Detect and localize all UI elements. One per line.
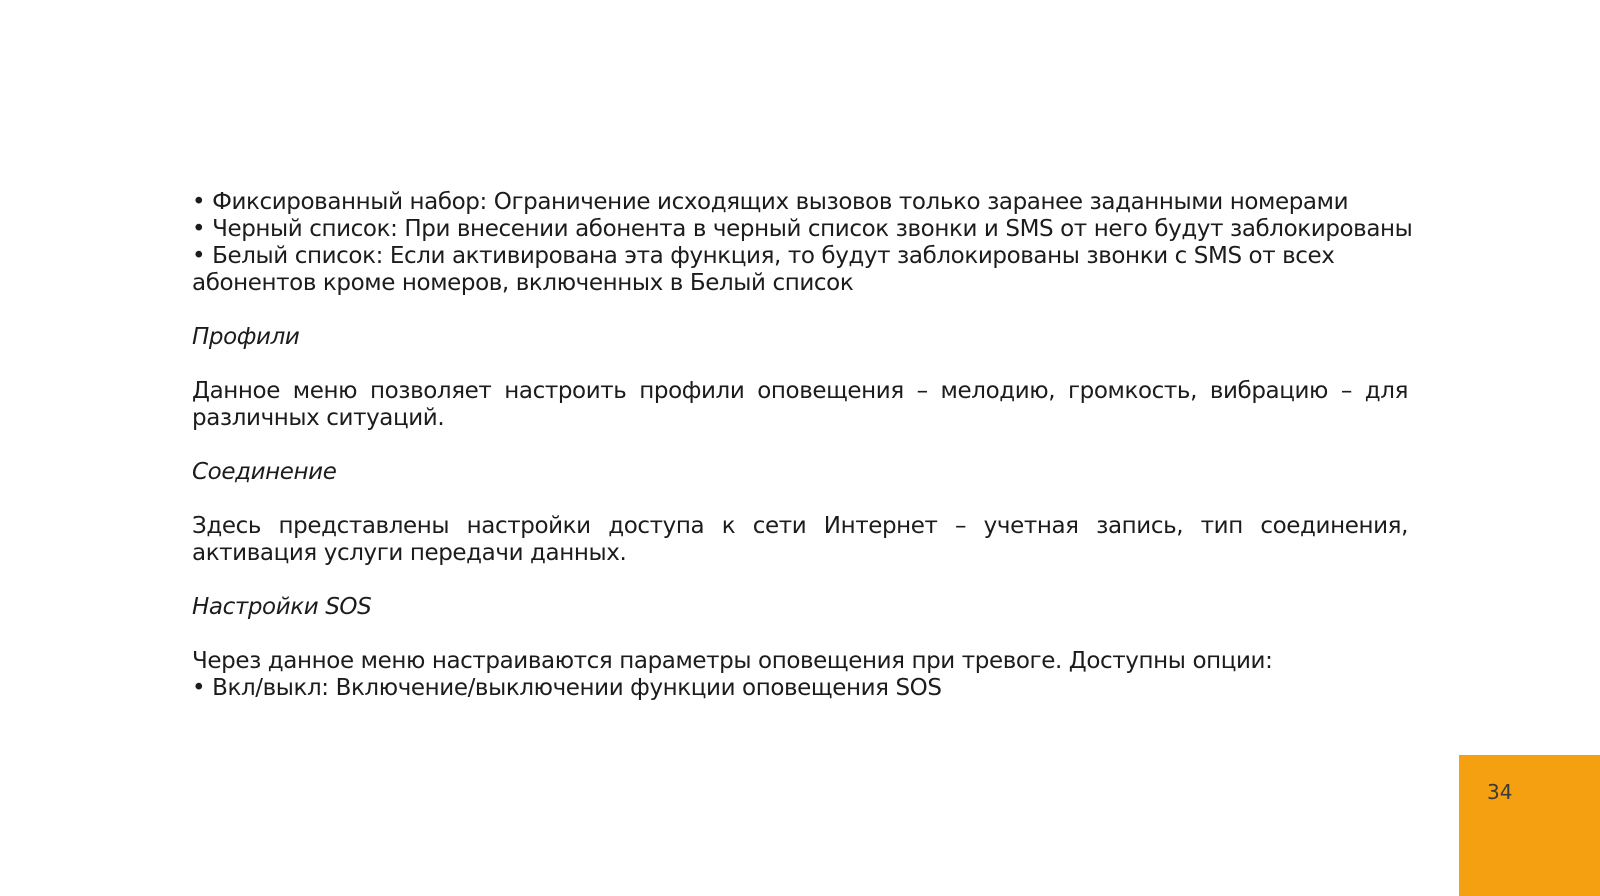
page-content [192, 189, 1413, 702]
bullet-list-bottom [192, 675, 1408, 702]
bullet-list-top [192, 189, 1413, 297]
section-text-connection: Здесь представлены настройки доступа к сети Интернет – учетная запись, тип соединения, активация услуги передачи данных. [192, 513, 1408, 566]
section-text-profiles: Данное меню позволяет настроить профили оповещения – мелодию, громкость, вибрацию – для различных ситуаций. [192, 378, 1408, 431]
section-heading-sos: Настройки SOS [192, 594, 372, 620]
bullet-black-list: • Черный список: При внесении абонента в черный список звонки и SMS от него будут заблокированы [192, 216, 1413, 242]
section-text-sos: Через данное меню настраиваются параметры оповещения при тревоге. Доступны опции: [192, 648, 1273, 674]
section-heading-connection: Соединение [192, 459, 337, 485]
section-heading-profiles: Профили [192, 324, 300, 350]
bullet-fixed-dialing: • Фиксированный набор: Ограничение исходящих вызовов только заранее заданными номерами [192, 189, 1349, 215]
bullet-sos-toggle: • Вкл/выкл: Включение/выключении функции оповещения SOS [192, 675, 942, 701]
bullet-white-list: • Белый список: Если активирована эта функция, то будут заблокированы звонки с SMS от всех абонентов кроме номеров, включенных в Белый список [192, 243, 1335, 296]
page-number-tab [1459, 755, 1600, 896]
page-number: 34 [1487, 780, 1513, 804]
